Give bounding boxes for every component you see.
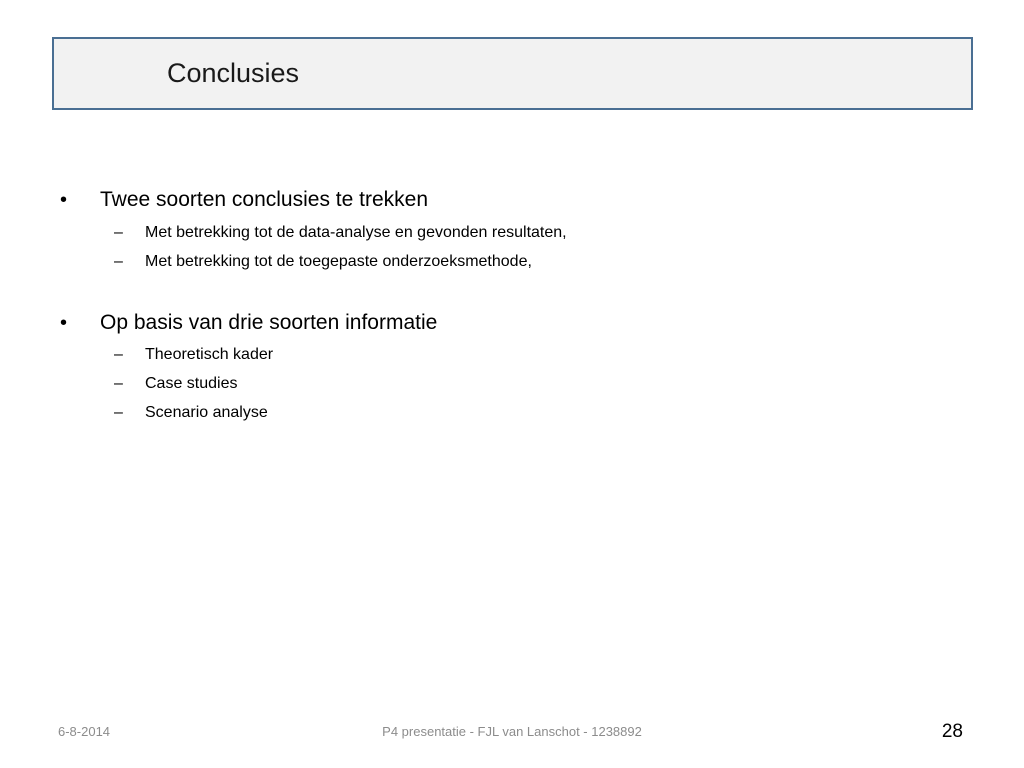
sub-text: Met betrekking tot de data-analyse en gevonden resultaten,	[145, 224, 567, 241]
slide-page-number: 28	[941, 721, 963, 742]
sub-marker: –	[114, 346, 123, 363]
bullet-text: Twee soorten conclusies te trekken	[100, 188, 429, 211]
sub-marker: –	[114, 404, 123, 421]
sub-text: Scenario analyse	[145, 404, 268, 421]
footer-presentation-info: P4 presentatie - FJL van Lanschot - 1238892	[382, 724, 642, 739]
bullet-text: Op basis van drie soorten informatie	[100, 311, 438, 334]
footer-date: 6-8-2014	[58, 724, 111, 739]
bullet-marker: •	[60, 312, 68, 334]
sub-text: Case studies	[145, 375, 238, 392]
sub-marker: –	[114, 375, 123, 392]
sub-marker: –	[114, 224, 123, 241]
sub-text: Met betrekking tot de toegepaste onderzoeksmethode,	[145, 253, 532, 270]
sub-marker: –	[114, 253, 123, 270]
slide-title: Conclusies	[167, 58, 300, 88]
bullet-marker: •	[60, 189, 68, 211]
sub-text: Theoretisch kader	[145, 346, 274, 363]
